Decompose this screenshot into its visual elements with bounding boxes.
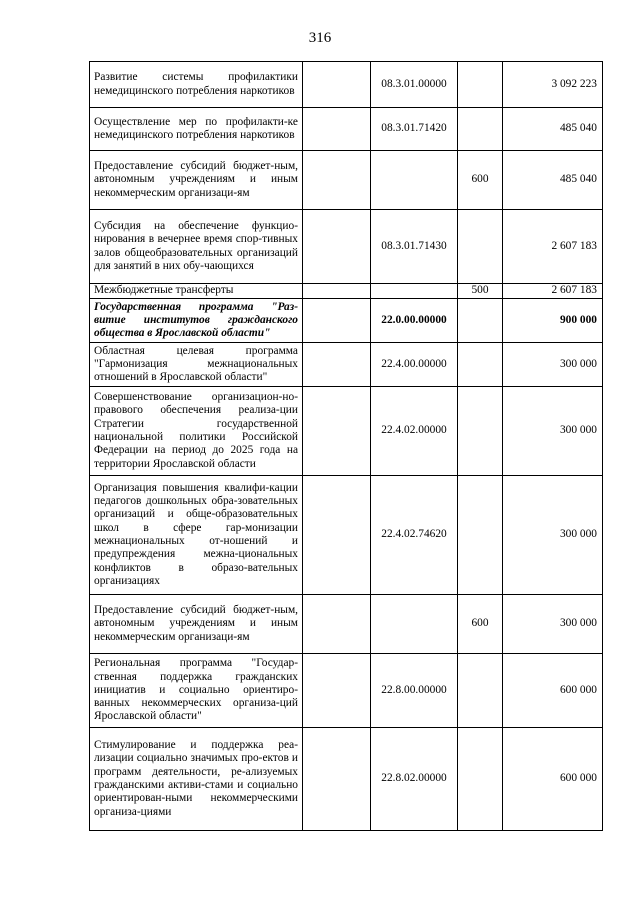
row-code: 22.4.02.00000 [371,387,458,476]
row-type: 600 [458,151,503,210]
budget-table-body [90,62,603,831]
row-name: Осуществление мер по профилакти-ке немедицинского потребления наркотиков [90,108,303,151]
row-name: Предоставление субсидий бюджет-ным, автономным учреждениям и иным некоммерческим организаци-ям [90,151,303,210]
row-amount: 2 607 183 [503,284,603,299]
row-blank-cell [303,728,371,831]
row-name: Предоставление субсидий бюджет-ным, автономным учреждениям и иным некоммерческим организаци-ям [90,595,303,654]
row-type [458,476,503,595]
row-blank-cell [303,299,371,343]
row-blank-cell [303,151,371,210]
row-blank-cell [303,387,371,476]
row-amount: 600 000 [503,654,603,728]
row-amount: 485 040 [503,108,603,151]
row-type: 600 [458,595,503,654]
table-row [90,654,603,728]
table-row [90,108,603,151]
table-row [90,284,603,299]
table-row [90,210,603,284]
row-type [458,387,503,476]
row-name: Стимулирование и поддержка реа-лизации социально значимых про-ектов и программ деятельности, ре-ализуемых гражданскими активи-стами и социально ориентирован-ными некоммерческими организа-циями [90,728,303,831]
row-amount: 3 092 223 [503,62,603,108]
row-blank-cell [303,595,371,654]
row-code: 08.3.01.71420 [371,108,458,151]
row-code: 08.3.01.00000 [371,62,458,108]
row-name: Межбюджетные трансферты [90,284,303,299]
row-blank-cell [303,62,371,108]
row-amount: 300 000 [503,343,603,387]
table-row [90,387,603,476]
table-row [90,476,603,595]
row-type [458,210,503,284]
row-code [371,284,458,299]
row-amount: 300 000 [503,387,603,476]
table-row [90,343,603,387]
row-name: Развитие системы профилактики немедицинского потребления наркотиков [90,62,303,108]
row-code: 22.8.00.00000 [371,654,458,728]
row-name: Организация повышения квалифи-кации педагогов дошкольных обра-зовательных организаций и обще-образовательных школ в сфере гар-монизации межнациональных от-ношений и предупреждения межна-циональных конфликтов в образо-вательных организациях [90,476,303,595]
row-type [458,654,503,728]
row-type [458,299,503,343]
row-amount: 300 000 [503,595,603,654]
table-row [90,728,603,831]
row-blank-cell [303,343,371,387]
row-blank-cell [303,108,371,151]
row-blank-cell [303,210,371,284]
row-name: Совершенствование организацион-но-правового обеспечения реализа-ции Стратегии государственной национальной политики Российской Федерации на период до 2025 года на территории Ярославской области [90,387,303,476]
row-type [458,343,503,387]
row-code: 08.3.01.71430 [371,210,458,284]
row-name: Государственная программа "Раз-витие институтов гражданского общества в Ярославской области" [90,299,303,343]
row-code: 22.8.02.00000 [371,728,458,831]
row-name: Субсидия на обеспечение функцио-нирования в вечернее время спор-тивных залов общеобразовательных организаций для занятий в них обу-чающихся [90,210,303,284]
row-name: Областная целевая программа "Гармонизация межнациональных отношений в Ярославской области" [90,343,303,387]
page-number: 316 [308,30,332,46]
table-row [90,299,603,343]
row-blank-cell [303,476,371,595]
table-row [90,62,603,108]
row-name: Региональная программа "Государ-ственная поддержка гражданских инициатив и социально ориентиро-ванных некоммерческих организа-ций Ярославской области" [90,654,303,728]
row-blank-cell [303,654,371,728]
row-blank-cell [303,284,371,299]
row-amount: 300 000 [503,476,603,595]
row-code: 22.0.00.00000 [371,299,458,343]
row-amount: 900 000 [503,299,603,343]
row-amount: 600 000 [503,728,603,831]
row-type: 500 [458,284,503,299]
row-code: 22.4.00.00000 [371,343,458,387]
row-code: 22.4.02.74620 [371,476,458,595]
table-row [90,595,603,654]
row-amount: 2 607 183 [503,210,603,284]
row-type [458,108,503,151]
row-code [371,595,458,654]
table-row [90,151,603,210]
budget-table [89,61,603,831]
row-amount: 485 040 [503,151,603,210]
row-type [458,728,503,831]
row-type [458,62,503,108]
row-code [371,151,458,210]
